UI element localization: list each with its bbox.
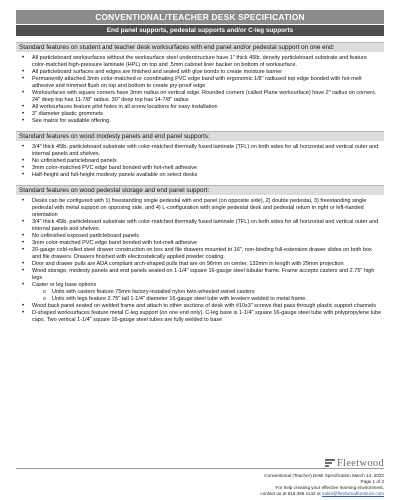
footer-info <box>260 473 384 497</box>
list-item: • Desks can be configured with 1) freestanding single pedestal with end panel (on opposite side), 2) double pedestal, 3) freestanding single pedestal with metal support on opposing side, and 4) L-configuration with single pedestal desk and pedestal return in right or left-handed orientation <box>16 198 384 219</box>
email-link[interactable]: sales@fleetwoodfurniture.com <box>322 491 384 496</box>
list-item: • 3mm color-matched PVC edge band bonded with hot-melt adhesive <box>16 165 384 172</box>
list-item: • Wood storage, modesty panels and end panels seated on 1-1/4" square 16-gauge steel tubular frame. Frame accepts casters and 2.75" high legs <box>16 268 384 282</box>
list-item: • No unfinished exposed particleboard panels <box>16 233 384 240</box>
feature-list <box>16 198 384 324</box>
section-heading: Standard features on student and teacher desk worksurfaces with end panel and/or pedestal support on one end: <box>16 42 384 52</box>
contact-prefix: contact us at 616.396.1142 or <box>260 491 323 496</box>
list-item: • Half-height and full-height modesty panels available on select desks <box>16 172 384 179</box>
footer-tagline: For help creating your effective learning environment, <box>275 485 384 490</box>
list-item: • 3mm color-matched PVC edge band bonded with hot-melt adhesive <box>16 240 384 247</box>
page-number: Page 1 of 2 <box>360 479 384 484</box>
contact-line <box>260 491 384 497</box>
document-title: CONVENTIONAL/TEACHER DESK SPECIFICATION <box>16 10 384 24</box>
list-item: • All particleboard worksurfaces without the worksurface steel understructure have 1" thick 45lb. density particleboard substrate and feature color-matched high-pressure laminate (HPL) on top and .5mm cabinet liner backer on bottom of worksurface. <box>16 55 384 69</box>
section-heading: Standard features on wood pedestal storage and end panel support: <box>16 185 384 195</box>
section-heading: Standard features on wood modesty panels and end panel supports: <box>16 131 384 141</box>
brand-name: Fleetwood <box>336 458 384 469</box>
list-item: • Worksurfaces with square corners have 3mm radius on vertical edge. Rounded corners (called Plane worksurface) have 2" radius on corners. 24" deep top has 11-7/8" radius. 30" deep top has 14-7/8" radius <box>16 90 384 104</box>
list-item-caster-options <box>16 282 384 303</box>
list-item: • See matrix for available offering. <box>16 118 384 125</box>
list-item: • Permanently attached 3mm color-matched or coordinating PVC edge band with ergonomic 1/8" radiused top edge bonded with hot-melt adhesive and trimmed flush on top and bottom to create pry-proof edge <box>16 76 384 90</box>
section-modesty-panels <box>16 131 384 179</box>
list-item: • 3/4" thick 45lb. particleboard substrate with color-matched thermally fused laminate (TFL) on both sides for all horizontal and vertical outer and internal panels and shelves. <box>16 219 384 233</box>
section-worksurfaces <box>16 42 384 125</box>
fleetwood-logo <box>325 458 384 469</box>
sub-list-item: o Units with casters feature 75mm factory-installed nylon twin-wheeled swivel casters <box>32 289 382 296</box>
list-item: • No unfinished particleboard panels <box>16 158 384 165</box>
feature-list <box>16 55 384 125</box>
sub-list-item: o Units with legs feature 2.75" tall 1-1/4" diameter 16-gauge steel tube with levelers welded to metal frame. <box>32 296 382 303</box>
doc-line: Conventional (Teacher) Desk Specification March 14, 2022 <box>264 473 384 478</box>
page-footer <box>16 458 384 500</box>
document-subtitle: End panel supports, pedestal supports and/or C-leg supports <box>16 25 384 36</box>
section-pedestal-storage <box>16 185 384 324</box>
list-item: • D-shaped worksurfaces feature metal C-leg support (on one end only). C-leg base is 1-1/4" square 16-gauge steel tube with polypropylene tube caps. Two vertical 1-1/4" square 16-gauge steel tubes are fully welded to base <box>16 310 384 324</box>
feature-list <box>16 144 384 179</box>
list-item: • 3" diameter plastic grommets <box>16 111 384 118</box>
list-item: • 3/4" thick 45lb. particleboard substrate with color-matched thermally fused laminate (TFL) on both sides for all horizontal and vertical outer and internal panels and shelves. <box>16 144 384 158</box>
list-item: • All particleboard surfaces and edges are finished and sealed with glue bonds to create moisture barrier <box>16 69 384 76</box>
fleetwood-logo-icon <box>325 459 335 467</box>
list-item: • Wood back panel seated on welded frame and attach to other sections of desk with #10x3" screws that pass through plastic support channels <box>16 303 384 310</box>
list-item: • Door and drawer pulls are ADA compliant arch-shaped pulls that are on 96mm on center, 132mm in length with 29mm projection <box>16 261 384 268</box>
caster-options-label: Caster or leg base options <box>32 282 97 288</box>
caster-options-list <box>32 289 382 303</box>
list-item: • All worksurfaces feature pilot holes in all screw locations for easy installation <box>16 104 384 111</box>
list-item: • 20-gauge cold-rolled steel drawer construction on box and file drawers mounted to 16", non-binding full-extension drawer slides on both box and file drawers. Drawers finished with electrostatically applied powder coating. <box>16 247 384 261</box>
